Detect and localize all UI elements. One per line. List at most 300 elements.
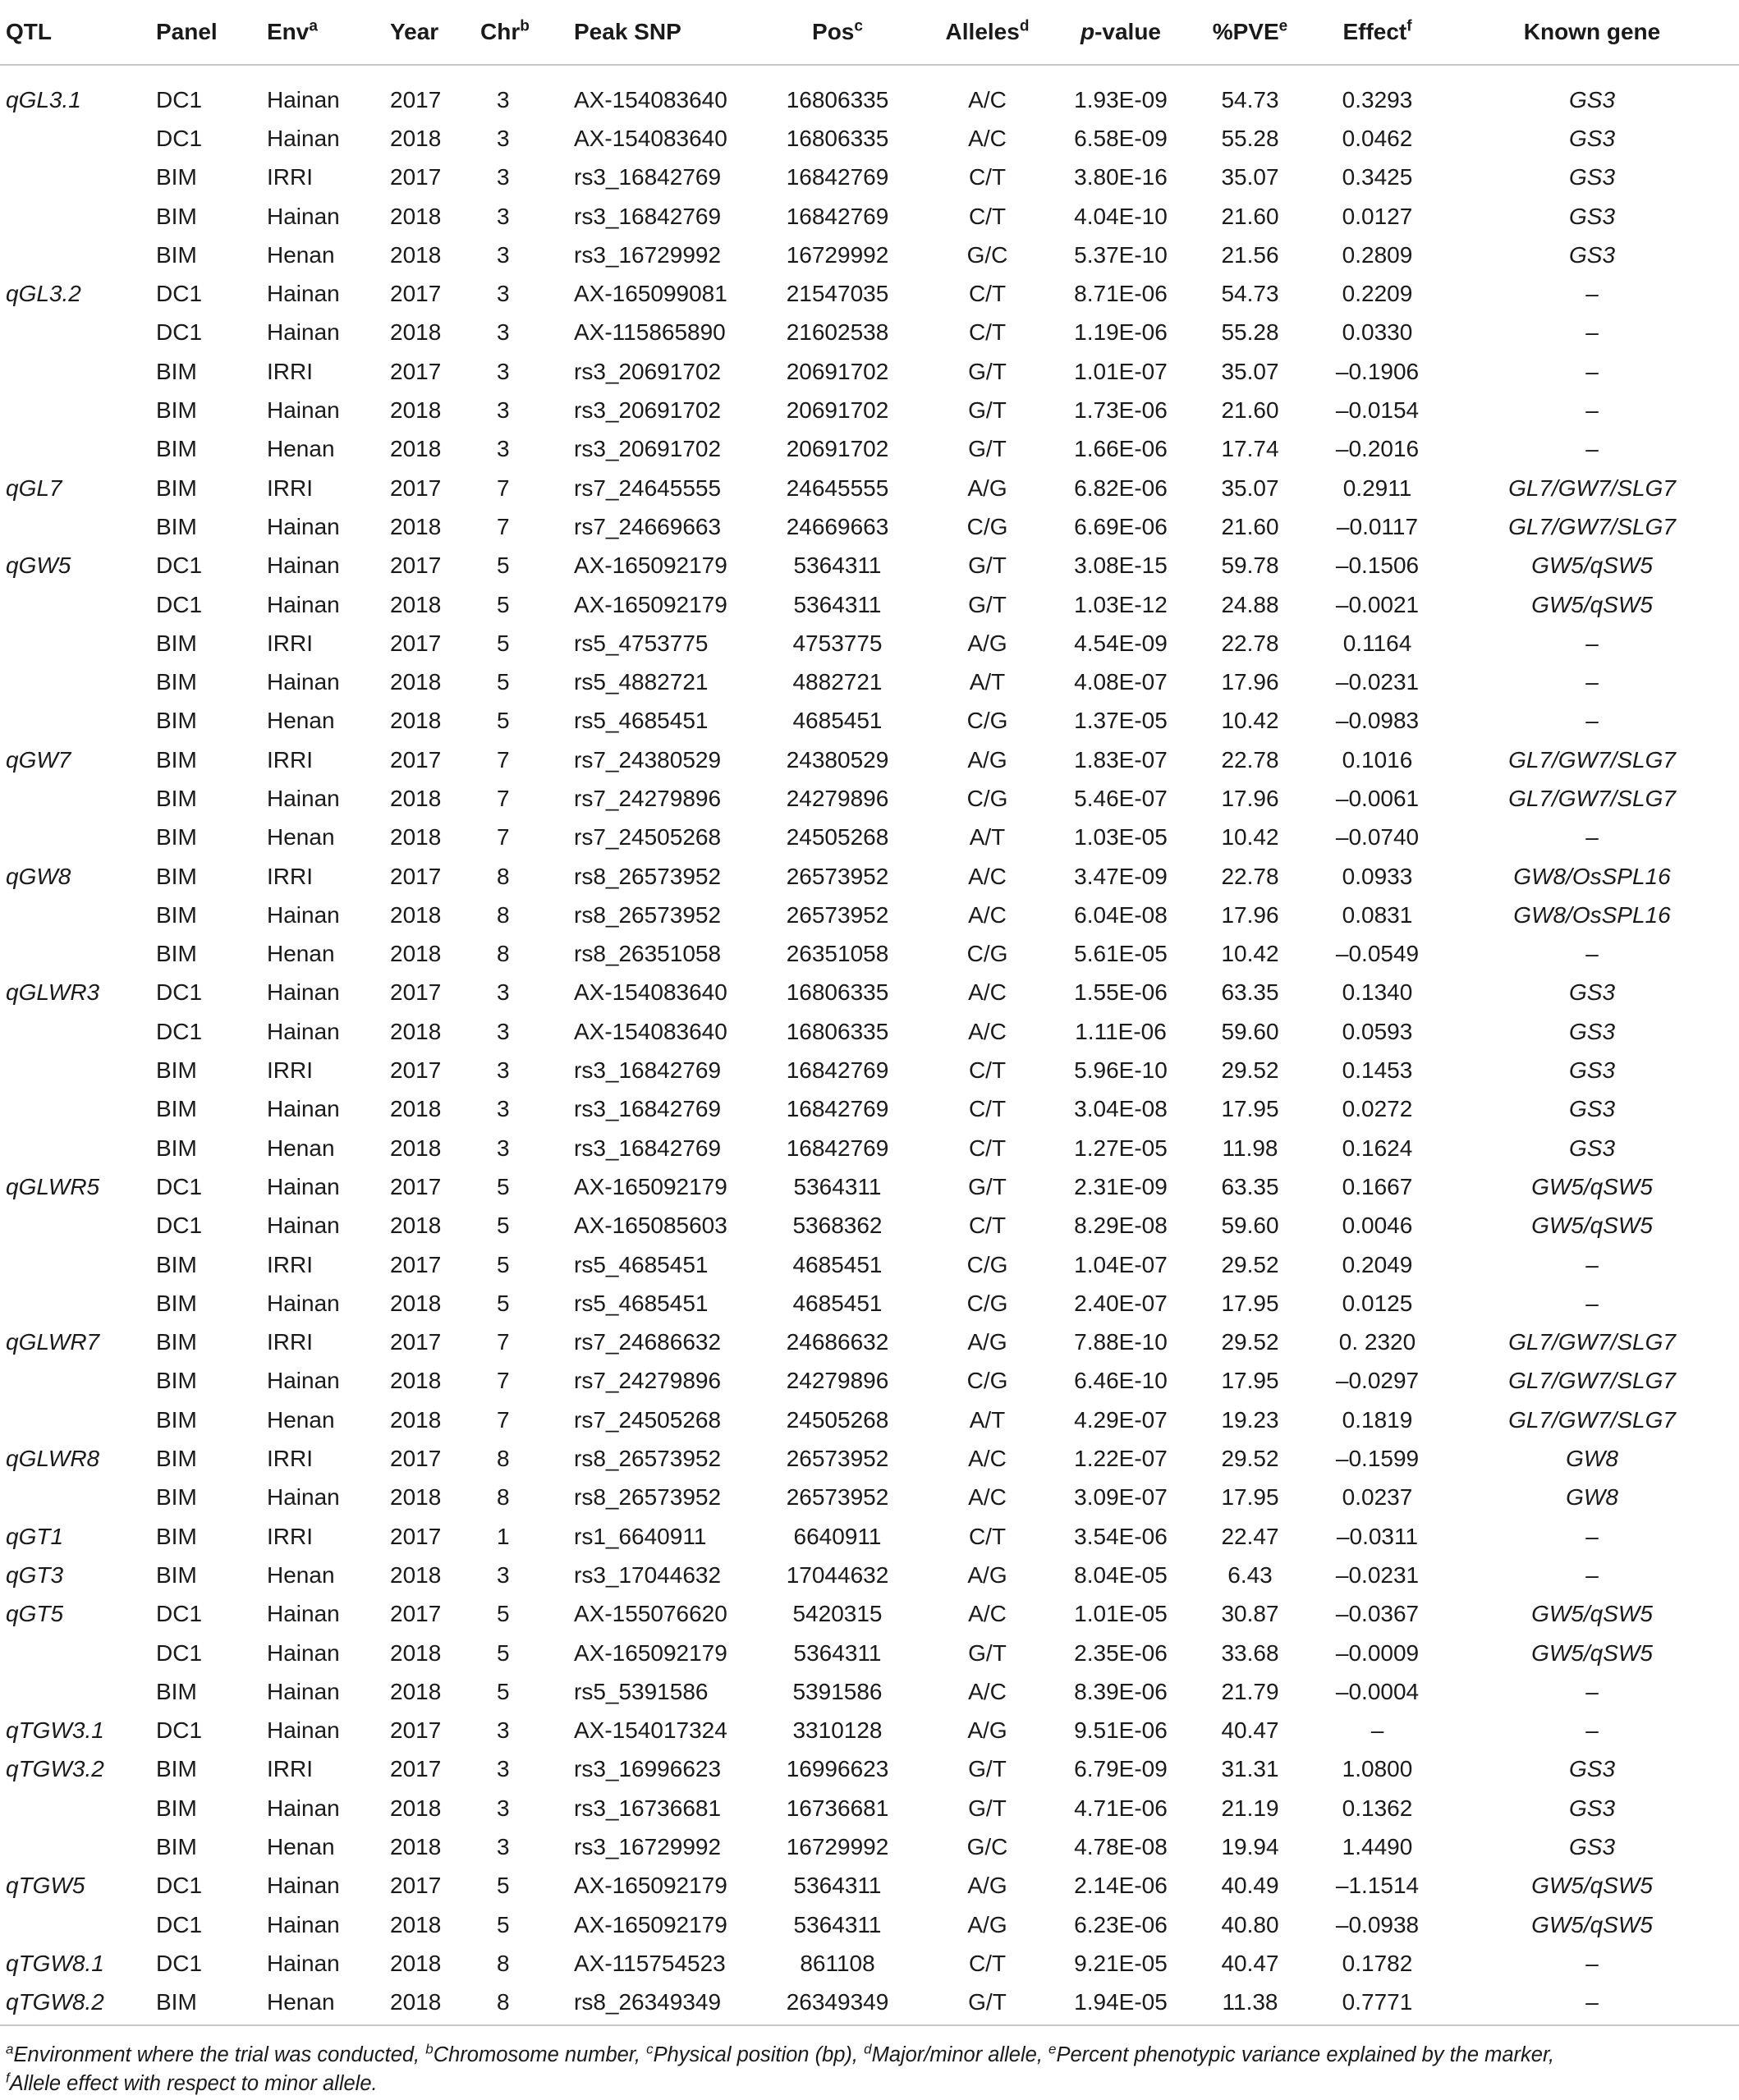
chr-cell: 8 xyxy=(497,1950,510,1976)
panel-cell: BIM xyxy=(156,1135,197,1161)
env-cell: Hainan xyxy=(267,1173,340,1199)
pve-cell: 35.07 xyxy=(1221,358,1279,384)
pos-cell: 16842769 xyxy=(786,1096,889,1122)
known-gene-cell: – xyxy=(1585,941,1599,967)
env-cell: Hainan xyxy=(267,785,340,811)
chr-cell: 5 xyxy=(497,1678,510,1704)
peak-snp-cell: rs3_20691702 xyxy=(574,358,722,384)
pos-cell: 4685451 xyxy=(792,708,883,734)
qtl-cell xyxy=(0,1827,156,1866)
peak-snp-cell: rs5_4685451 xyxy=(574,1290,709,1316)
chr-cell: 3 xyxy=(497,241,510,268)
effect-cell: 0.1164 xyxy=(1342,630,1412,656)
known-gene-cell: GS3 xyxy=(1568,241,1616,268)
alleles-cell: C/T xyxy=(968,164,1007,190)
table-row xyxy=(0,779,1739,818)
peak-snp-cell: AX-165092179 xyxy=(574,591,727,617)
env-cell: Hainan xyxy=(267,591,340,617)
alleles-cell: G/T xyxy=(968,1795,1007,1821)
chr-cell: 7 xyxy=(497,824,510,851)
alleles-cell: A/G xyxy=(967,475,1007,501)
pvalue-cell: 4.78E-08 xyxy=(1074,1834,1168,1859)
pos-cell: 24279896 xyxy=(786,1368,889,1394)
footnote-text: Percent phenotypic variance explained by the marker, xyxy=(1056,2043,1555,2066)
pvalue-cell: 4.54E-09 xyxy=(1074,630,1168,656)
chr-cell: 7 xyxy=(497,513,510,539)
table-row xyxy=(0,974,1739,1012)
known-gene-cell: GW5/qSW5 xyxy=(1531,591,1653,617)
pve-cell: 40.80 xyxy=(1221,1911,1279,1937)
effect-cell: 0.1016 xyxy=(1342,746,1413,773)
effect-cell: –0.0367 xyxy=(1335,1601,1420,1627)
panel-cell: BIM xyxy=(156,630,197,656)
pve-cell: 21.79 xyxy=(1221,1678,1279,1704)
qtl-cell: qGLWR3 xyxy=(6,979,100,1006)
effect-cell: 0.7771 xyxy=(1342,1989,1413,2015)
pos-cell: 861108 xyxy=(800,1950,875,1976)
pve-cell: 21.19 xyxy=(1221,1795,1279,1821)
env-cell: IRRI xyxy=(267,1057,313,1084)
year-cell: 2017 xyxy=(390,1446,442,1472)
panel-cell: BIM xyxy=(156,475,197,501)
qtl-cell xyxy=(0,1905,156,1944)
year-cell: 2018 xyxy=(390,241,442,268)
qtl-cell xyxy=(0,702,156,741)
year-cell: 2018 xyxy=(390,1989,442,2015)
pvalue-cell: 1.03E-05 xyxy=(1074,824,1168,851)
table-row xyxy=(0,1944,1739,1983)
year-cell: 2018 xyxy=(390,1368,442,1394)
alleles-cell: A/C xyxy=(968,125,1007,151)
chr-cell: 5 xyxy=(497,1873,510,1899)
peak-snp-cell: rs3_20691702 xyxy=(574,397,722,424)
footnote-marker: c xyxy=(646,2041,654,2057)
known-gene-cell: – xyxy=(1585,358,1599,384)
year-cell: 2017 xyxy=(390,1057,442,1084)
col-header-peak-snp: Peak SNP xyxy=(574,19,681,44)
year-cell: 2017 xyxy=(390,358,442,384)
year-cell: 2018 xyxy=(390,1678,442,1704)
known-gene-cell: GW5/qSW5 xyxy=(1531,1873,1653,1899)
year-cell: 2017 xyxy=(390,1523,442,1549)
effect-cell: 0.0593 xyxy=(1342,1018,1413,1044)
alleles-cell: C/G xyxy=(966,941,1008,967)
pvalue-cell: 8.04E-05 xyxy=(1074,1561,1168,1588)
pos-cell: 16842769 xyxy=(786,1135,889,1161)
alleles-cell: A/C xyxy=(968,86,1007,112)
env-cell: Hainan xyxy=(267,86,340,112)
table-row xyxy=(0,352,1739,391)
year-cell: 2018 xyxy=(390,669,442,695)
known-gene-cell: – xyxy=(1585,1251,1599,1277)
chr-cell: 7 xyxy=(497,746,510,773)
alleles-cell: A/G xyxy=(967,1561,1007,1588)
pos-cell: 16842769 xyxy=(786,203,889,229)
env-cell: Hainan xyxy=(267,1795,340,1821)
table-row xyxy=(0,1983,1739,2022)
alleles-cell: G/T xyxy=(968,1756,1007,1782)
year-cell: 2018 xyxy=(390,941,442,967)
env-cell: Hainan xyxy=(267,901,340,928)
peak-snp-cell: rs8_26573952 xyxy=(574,863,722,889)
known-gene-cell: – xyxy=(1585,1523,1599,1549)
pvalue-cell: 1.19E-06 xyxy=(1074,319,1168,346)
chr-cell: 3 xyxy=(497,1096,510,1122)
panel-cell: BIM xyxy=(156,901,197,928)
panel-cell: BIM xyxy=(156,1561,197,1588)
pos-cell: 5364311 xyxy=(793,1873,882,1899)
known-gene-cell: – xyxy=(1585,1989,1599,2015)
pvalue-cell: 6.82E-06 xyxy=(1074,475,1168,501)
alleles-cell: A/C xyxy=(968,1484,1007,1511)
env-cell: IRRI xyxy=(267,1329,313,1355)
peak-snp-cell: rs3_16842769 xyxy=(574,1135,722,1161)
chr-cell: 8 xyxy=(497,1989,510,2015)
year-cell: 2017 xyxy=(390,746,442,773)
year-cell: 2017 xyxy=(390,553,442,579)
pve-cell: 17.96 xyxy=(1221,901,1279,928)
alleles-cell: A/G xyxy=(967,1717,1007,1744)
peak-snp-cell: rs3_16729992 xyxy=(574,241,722,268)
footnote-text: Physical position (bp), xyxy=(653,2043,865,2066)
table-row xyxy=(0,1012,1739,1051)
env-cell: Hainan xyxy=(267,553,340,579)
known-gene-cell: – xyxy=(1585,397,1599,424)
year-cell: 2017 xyxy=(390,630,442,656)
qtl-cell xyxy=(0,1284,156,1323)
table-row xyxy=(0,119,1739,158)
footnote-text: Chromosome number, xyxy=(433,2043,647,2066)
known-gene-cell: – xyxy=(1585,669,1599,695)
year-cell: 2017 xyxy=(390,475,442,501)
table-row xyxy=(0,1090,1739,1129)
peak-snp-cell: rs7_24279896 xyxy=(574,785,722,811)
pvalue-cell: 3.08E-15 xyxy=(1074,553,1168,579)
alleles-cell: C/T xyxy=(968,1213,1007,1239)
alleles-cell: C/T xyxy=(968,1950,1007,1976)
year-cell: 2018 xyxy=(390,1950,442,1976)
alleles-cell: C/T xyxy=(968,319,1007,346)
chr-cell: 8 xyxy=(497,1484,510,1511)
effect-cell: 0.0272 xyxy=(1342,1096,1413,1122)
panel-cell: DC1 xyxy=(156,1639,203,1666)
pve-cell: 59.60 xyxy=(1221,1018,1279,1044)
year-cell: 2018 xyxy=(390,785,442,811)
alleles-cell: A/T xyxy=(969,1406,1006,1433)
panel-cell: BIM xyxy=(156,1678,197,1704)
panel-cell: BIM xyxy=(156,1446,197,1472)
pvalue-cell: 2.40E-07 xyxy=(1074,1290,1168,1316)
env-cell: Hainan xyxy=(267,1484,340,1511)
env-cell: IRRI xyxy=(267,475,313,501)
pvalue-cell: 8.71E-06 xyxy=(1074,281,1168,307)
panel-cell: DC1 xyxy=(156,1173,203,1199)
table-row xyxy=(0,1789,1739,1827)
known-gene-cell: GS3 xyxy=(1568,86,1616,112)
table-row xyxy=(0,1905,1739,1944)
panel-cell: DC1 xyxy=(156,86,203,112)
year-cell: 2018 xyxy=(390,824,442,851)
chr-cell: 3 xyxy=(497,1834,510,1859)
year-cell: 2017 xyxy=(390,1173,442,1199)
pvalue-cell: 1.22E-07 xyxy=(1074,1446,1168,1472)
effect-cell: 1.0800 xyxy=(1342,1756,1413,1782)
effect-cell: 0.1819 xyxy=(1342,1406,1413,1433)
panel-cell: BIM xyxy=(156,1756,197,1782)
year-cell: 2018 xyxy=(390,1406,442,1433)
alleles-cell: C/G xyxy=(966,1368,1008,1394)
qtl-cell xyxy=(0,896,156,934)
year-cell: 2018 xyxy=(390,1561,442,1588)
year-cell: 2018 xyxy=(390,1639,442,1666)
effect-cell: 0.0831 xyxy=(1342,901,1413,928)
pvalue-cell: 4.71E-06 xyxy=(1074,1795,1168,1821)
env-cell: Henan xyxy=(267,708,335,734)
panel-cell: BIM xyxy=(156,1057,197,1084)
env-cell: Hainan xyxy=(267,397,340,424)
effect-cell: 1.4490 xyxy=(1342,1834,1413,1859)
pve-cell: 54.73 xyxy=(1221,86,1279,112)
env-cell: Hainan xyxy=(267,1678,340,1704)
peak-snp-cell: AX-154083640 xyxy=(574,86,727,112)
panel-cell: BIM xyxy=(156,824,197,851)
peak-snp-cell: rs8_26573952 xyxy=(574,1484,722,1511)
effect-cell: 0.0125 xyxy=(1342,1290,1413,1316)
peak-snp-cell: AX-154083640 xyxy=(574,1018,727,1044)
pve-cell: 29.52 xyxy=(1221,1446,1279,1472)
qtl-cell xyxy=(0,352,156,391)
peak-snp-cell: AX-165092179 xyxy=(574,553,727,579)
chr-cell: 8 xyxy=(497,941,510,967)
pve-cell: 22.78 xyxy=(1221,746,1279,773)
known-gene-cell: GL7/GW7/SLG7 xyxy=(1508,1406,1676,1433)
chr-cell: 3 xyxy=(497,1135,510,1161)
pos-cell: 26573952 xyxy=(786,1446,889,1472)
known-gene-cell: GW5/qSW5 xyxy=(1531,1601,1653,1627)
known-gene-cell: GS3 xyxy=(1568,1834,1616,1859)
pve-cell: 22.47 xyxy=(1221,1523,1279,1549)
known-gene-cell: GW5/qSW5 xyxy=(1531,1639,1653,1666)
panel-cell: BIM xyxy=(156,436,197,462)
pve-cell: 10.42 xyxy=(1221,708,1279,734)
alleles-cell: C/G xyxy=(966,1290,1008,1316)
pve-cell: 29.52 xyxy=(1221,1251,1279,1277)
footnote-marker: a xyxy=(6,2041,14,2057)
chr-cell: 5 xyxy=(497,1911,510,1937)
known-gene-cell: – xyxy=(1585,1678,1599,1704)
table-row xyxy=(0,1867,1739,1905)
panel-cell: BIM xyxy=(156,203,197,229)
alleles-cell: A/G xyxy=(967,630,1007,656)
table-row xyxy=(0,469,1739,507)
alleles-cell: C/G xyxy=(966,1251,1008,1277)
table-row xyxy=(0,1051,1739,1089)
effect-cell: 0.1362 xyxy=(1342,1795,1413,1821)
effect-cell: 0.1667 xyxy=(1342,1173,1413,1199)
known-gene-cell: – xyxy=(1585,319,1599,346)
peak-snp-cell: AX-165099081 xyxy=(574,281,727,307)
chr-cell: 5 xyxy=(497,1173,510,1199)
known-gene-cell: GW8/OsSPL16 xyxy=(1513,901,1671,928)
qtl-cell xyxy=(0,1207,156,1245)
effect-cell: –0.0938 xyxy=(1335,1911,1420,1937)
env-cell: Hainan xyxy=(267,669,340,695)
peak-snp-cell: AX-115754523 xyxy=(574,1950,726,1976)
table-row xyxy=(0,158,1739,197)
qtl-cell xyxy=(0,158,156,197)
peak-snp-cell: AX-154083640 xyxy=(574,979,727,1006)
alleles-cell: G/T xyxy=(968,591,1007,617)
pve-cell: 10.42 xyxy=(1221,824,1279,851)
panel-cell: BIM xyxy=(156,1484,197,1511)
env-cell: Henan xyxy=(267,941,335,967)
effect-cell: –1.1514 xyxy=(1335,1873,1420,1899)
panel-cell: BIM xyxy=(156,708,197,734)
pos-cell: 16842769 xyxy=(786,1057,889,1084)
effect-cell: 0.0933 xyxy=(1342,863,1413,889)
pve-cell: 63.35 xyxy=(1221,979,1279,1006)
pvalue-cell: 9.51E-06 xyxy=(1074,1717,1168,1744)
chr-cell: 5 xyxy=(497,1213,510,1239)
env-cell: IRRI xyxy=(267,1756,313,1782)
known-gene-cell: GW5/qSW5 xyxy=(1531,1911,1653,1937)
alleles-cell: A/C xyxy=(968,1678,1007,1704)
year-cell: 2018 xyxy=(390,1795,442,1821)
pvalue-cell: 1.83E-07 xyxy=(1074,746,1168,773)
peak-snp-cell: rs7_24669663 xyxy=(574,513,722,539)
chr-cell: 3 xyxy=(497,1717,510,1744)
pvalue-cell: 1.03E-12 xyxy=(1074,591,1168,617)
panel-cell: DC1 xyxy=(156,1911,203,1937)
table-row xyxy=(0,274,1739,313)
pvalue-cell: 6.69E-06 xyxy=(1074,513,1168,539)
effect-cell: –0.0311 xyxy=(1336,1523,1419,1549)
table-row xyxy=(0,507,1739,546)
chr-cell: 3 xyxy=(497,164,510,190)
table-row xyxy=(0,585,1739,624)
pve-cell: 30.87 xyxy=(1221,1601,1279,1627)
panel-cell: BIM xyxy=(156,785,197,811)
table-row xyxy=(0,1517,1739,1556)
peak-snp-cell: AX-154017324 xyxy=(574,1717,727,1744)
effect-cell: 0.1453 xyxy=(1342,1057,1413,1084)
peak-snp-cell: AX-165092179 xyxy=(574,1873,727,1899)
col-header-known-gene: Known gene xyxy=(1523,19,1661,44)
col-header-alleles: Alleles$^d$ xyxy=(945,17,1030,44)
peak-snp-cell: rs3_16729992 xyxy=(574,1834,722,1859)
panel-cell: DC1 xyxy=(156,281,203,307)
col-header-env: Env$^a$ xyxy=(267,17,318,44)
pve-cell: 22.78 xyxy=(1221,863,1279,889)
pos-cell: 5368362 xyxy=(792,1213,883,1239)
table-row xyxy=(0,935,1739,974)
pvalue-cell: 6.04E-08 xyxy=(1074,901,1168,928)
year-cell: 2018 xyxy=(390,1834,442,1859)
alleles-cell: A/G xyxy=(967,1329,1007,1355)
known-gene-cell: GS3 xyxy=(1568,164,1616,190)
panel-cell: DC1 xyxy=(156,1950,203,1976)
year-cell: 2018 xyxy=(390,1018,442,1044)
peak-snp-cell: AX-115865890 xyxy=(574,319,726,346)
chr-cell: 7 xyxy=(497,1329,510,1355)
chr-cell: 5 xyxy=(497,1251,510,1277)
effect-cell: 0.0462 xyxy=(1342,125,1413,151)
panel-cell: BIM xyxy=(156,1368,197,1394)
pos-cell: 5391586 xyxy=(792,1678,883,1704)
pvalue-cell: 6.79E-09 xyxy=(1074,1756,1168,1782)
env-cell: Hainan xyxy=(267,319,340,346)
pos-cell: 24505268 xyxy=(786,1406,889,1433)
peak-snp-cell: AX-165092179 xyxy=(574,1173,727,1199)
year-cell: 2017 xyxy=(390,164,442,190)
env-cell: Henan xyxy=(267,1561,335,1588)
known-gene-cell: GL7/GW7/SLG7 xyxy=(1508,475,1676,501)
year-cell: 2018 xyxy=(390,513,442,539)
effect-cell: 0.3293 xyxy=(1342,86,1413,112)
known-gene-cell: GL7/GW7/SLG7 xyxy=(1508,513,1676,539)
pos-cell: 17044632 xyxy=(786,1561,889,1588)
qtl-cell xyxy=(0,1245,156,1284)
known-gene-cell: GW5/qSW5 xyxy=(1531,553,1653,579)
pve-cell: 21.60 xyxy=(1221,397,1279,424)
env-cell: Hainan xyxy=(267,281,340,307)
pvalue-cell: 4.04E-10 xyxy=(1074,203,1168,229)
qtl-cell: qGT1 xyxy=(6,1523,64,1549)
pve-cell: 17.95 xyxy=(1221,1484,1279,1511)
alleles-cell: A/G xyxy=(967,746,1007,773)
pos-cell: 16806335 xyxy=(786,1018,889,1044)
known-gene-cell: GS3 xyxy=(1568,1057,1616,1084)
table-row xyxy=(0,1362,1739,1401)
known-gene-cell: GS3 xyxy=(1568,125,1616,151)
alleles-cell: A/C xyxy=(968,979,1007,1006)
year-cell: 2018 xyxy=(390,319,442,346)
alleles-cell: C/T xyxy=(968,281,1007,307)
peak-snp-cell: rs8_26573952 xyxy=(574,1446,722,1472)
alleles-cell: C/T xyxy=(968,203,1007,229)
table-row xyxy=(0,1711,1739,1749)
qtl-cell: qGLWR8 xyxy=(6,1446,100,1472)
alleles-cell: C/T xyxy=(968,1096,1007,1122)
pvalue-cell: 1.93E-09 xyxy=(1074,86,1168,112)
table-row xyxy=(0,1672,1739,1711)
pve-cell: 19.94 xyxy=(1221,1834,1279,1859)
table-footnotes xyxy=(0,2024,1739,2098)
known-gene-cell: – xyxy=(1585,1717,1599,1744)
pvalue-cell: 6.23E-06 xyxy=(1074,1911,1168,1937)
qtl-cell xyxy=(0,1129,156,1167)
qtl-cell: qGW8 xyxy=(6,863,71,889)
peak-snp-cell: rs7_24686632 xyxy=(574,1329,722,1355)
effect-cell: –0.1506 xyxy=(1335,553,1420,579)
panel-cell: DC1 xyxy=(156,1018,203,1044)
known-gene-cell: GW8 xyxy=(1566,1446,1618,1472)
env-cell: Hainan xyxy=(267,1018,340,1044)
known-gene-cell: – xyxy=(1585,436,1599,462)
env-cell: Henan xyxy=(267,1989,335,2015)
pvalue-cell: 2.35E-06 xyxy=(1074,1639,1168,1666)
pos-cell: 5420315 xyxy=(792,1601,883,1627)
env-cell: IRRI xyxy=(267,863,313,889)
known-gene-cell: – xyxy=(1585,824,1599,851)
env-cell: Hainan xyxy=(267,1717,340,1744)
pos-cell: 16729992 xyxy=(786,241,889,268)
chr-cell: 5 xyxy=(497,553,510,579)
col-header-chr: Chr$^b$ xyxy=(480,17,530,44)
pos-cell: 16806335 xyxy=(786,979,889,1006)
effect-cell: –0.0549 xyxy=(1335,941,1420,967)
pve-cell: 35.07 xyxy=(1221,164,1279,190)
